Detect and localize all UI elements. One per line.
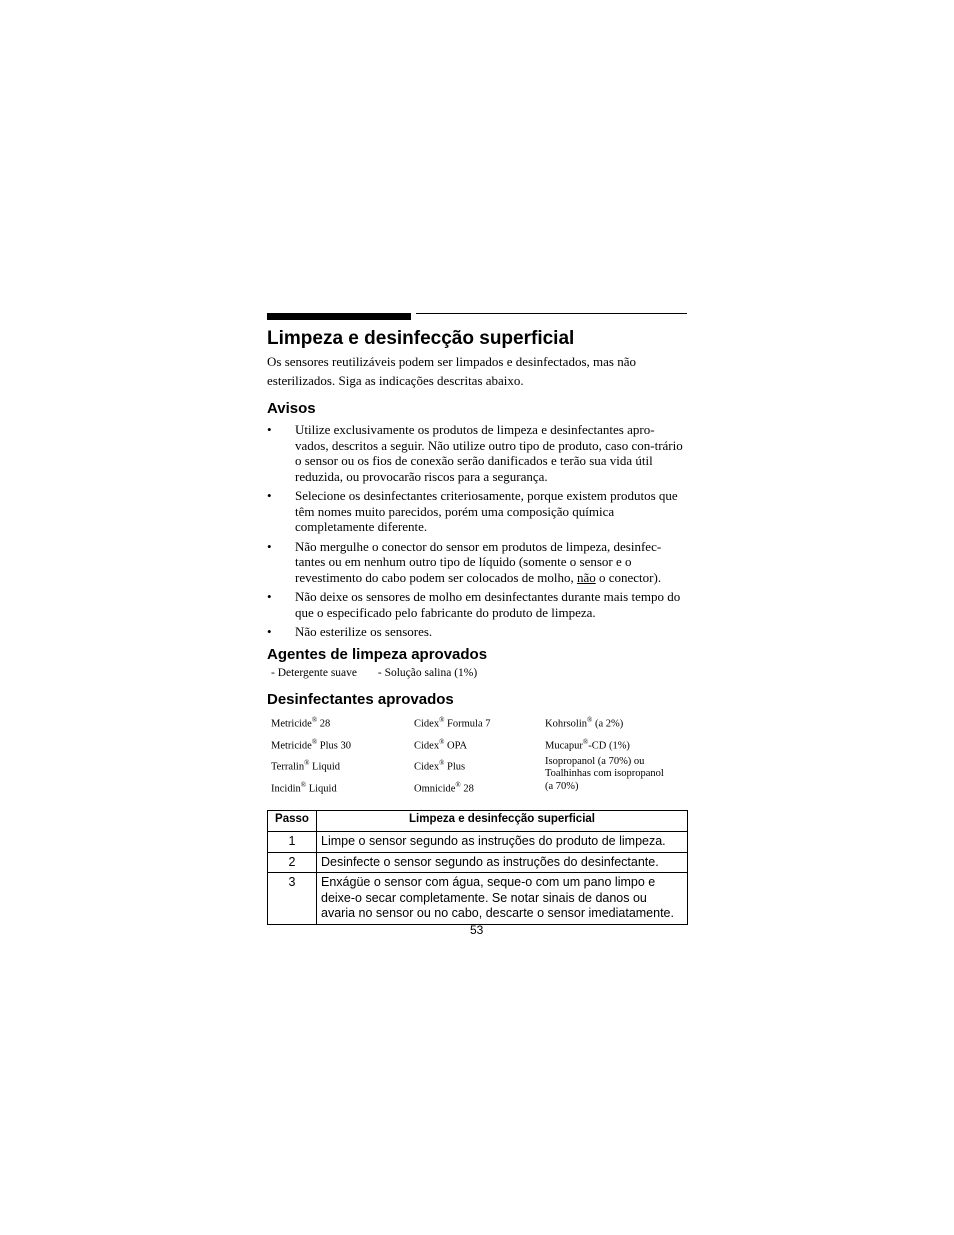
cleaning-agent: - Solução salina (1%) [377, 667, 478, 679]
cleaning-agents-heading: Agentes de limpeza aprovados [267, 646, 488, 663]
cleaning-agent: - Detergente suave [271, 667, 357, 679]
step-number: 1 [268, 832, 317, 853]
warnings-list [267, 422, 687, 644]
table-row [268, 852, 688, 873]
bullet-icon: • [267, 488, 272, 503]
disinfectant-item: (a 70%) [545, 781, 579, 792]
step-text: Enxágüe o sensor com água, seque-o com um pano limpo e deixe-o secar completamente. Se notar sinais de danos ou avaria no sensor ou no cabo, descarte o sensor imediatamente. [317, 873, 688, 925]
bullet-icon: • [267, 624, 272, 639]
step-text: Limpe o sensor segundo as instruções do produto de limpeza. [317, 832, 688, 853]
disinfectant-item: Cidex® Plus [414, 759, 466, 773]
warning-item: • Selecione os desinfectantes criteriosamente, porque existem produtos que têm nomes muito parecidos, porém uma composição química completamente diferente. [267, 488, 678, 534]
bullet-icon: • [267, 538, 272, 554]
disinfectant-item: Cidex® OPA [414, 738, 468, 752]
disinfectant-item: Isopropanol (a 70%) ou [545, 756, 645, 767]
disinfectant-item: Incidin® Liquid [271, 781, 337, 795]
table-row [268, 873, 688, 925]
warning-item: • Não deixe os sensores de molho em desinfectantes durante mais tempo do que o especificado pelo fabricante do produto de limpeza. [267, 589, 681, 620]
step-number: 3 [268, 873, 317, 925]
section-title: Limpeza e desinfecção superficial [267, 328, 575, 349]
bullet-icon: • [267, 422, 272, 437]
intro-paragraph: Os sensores reutilizáveis podem ser limpados e desinfectados, mas não esterilizados. Siga as indicações descritas abaixo. [267, 354, 636, 388]
disinfectant-item: Kohrsolin® (a 2%) [545, 716, 624, 730]
warning-item: • Utilize exclusivamente os produtos de limpeza e desinfectantes apro-vados, descritos a seguir. Não utilize outro tipo de produto, caso con-trário o sensor ou os fios de conexão serão danificados e terão sua vida útil reduzida, ou provocarão riscos para a segurança. [267, 422, 683, 484]
table-row [268, 832, 688, 853]
column-header-step: Passo [268, 811, 317, 832]
disinfectant-item: Mucapur®-CD (1%) [545, 738, 630, 752]
bullet-icon: • [267, 589, 272, 604]
cleaning-agents-list [271, 667, 495, 679]
step-text: Desinfecte o sensor segundo as instruções do desinfectante. [317, 852, 688, 873]
disinfectant-item: Metricide® 28 [271, 716, 331, 730]
disinfectant-item: Terralin® Liquid [271, 759, 341, 773]
page-number: 53 [470, 923, 484, 937]
warning-item: • Não esterilize os sensores. [267, 624, 433, 639]
step-number: 2 [268, 852, 317, 873]
steps-table [267, 810, 688, 925]
warning-item: • Não mergulhe o conector do sensor em produtos de limpeza, desinfec-tantes ou em nenhum outro tipo de líquido (somente o sensor e o revestimento do cabo podem ser colocados de molho, não o conector). [267, 538, 662, 585]
heading-rule-thick [267, 313, 411, 320]
warnings-heading: Avisos [267, 400, 316, 417]
disinfectant-item: Omnicide® 28 [414, 781, 474, 795]
column-header-description: Limpeza e desinfecção superficial [317, 811, 688, 832]
disinfectant-item: Metricide® Plus 30 [271, 738, 351, 752]
heading-rule-thin [416, 313, 687, 314]
disinfectants-heading: Desinfectantes aprovados [267, 691, 454, 708]
underlined-word: não [576, 569, 596, 585]
table-header-row [268, 811, 688, 832]
disinfectant-item: Toalhinhas com isopropanol [545, 768, 664, 779]
disinfectant-item: Cidex® Formula 7 [414, 716, 491, 730]
